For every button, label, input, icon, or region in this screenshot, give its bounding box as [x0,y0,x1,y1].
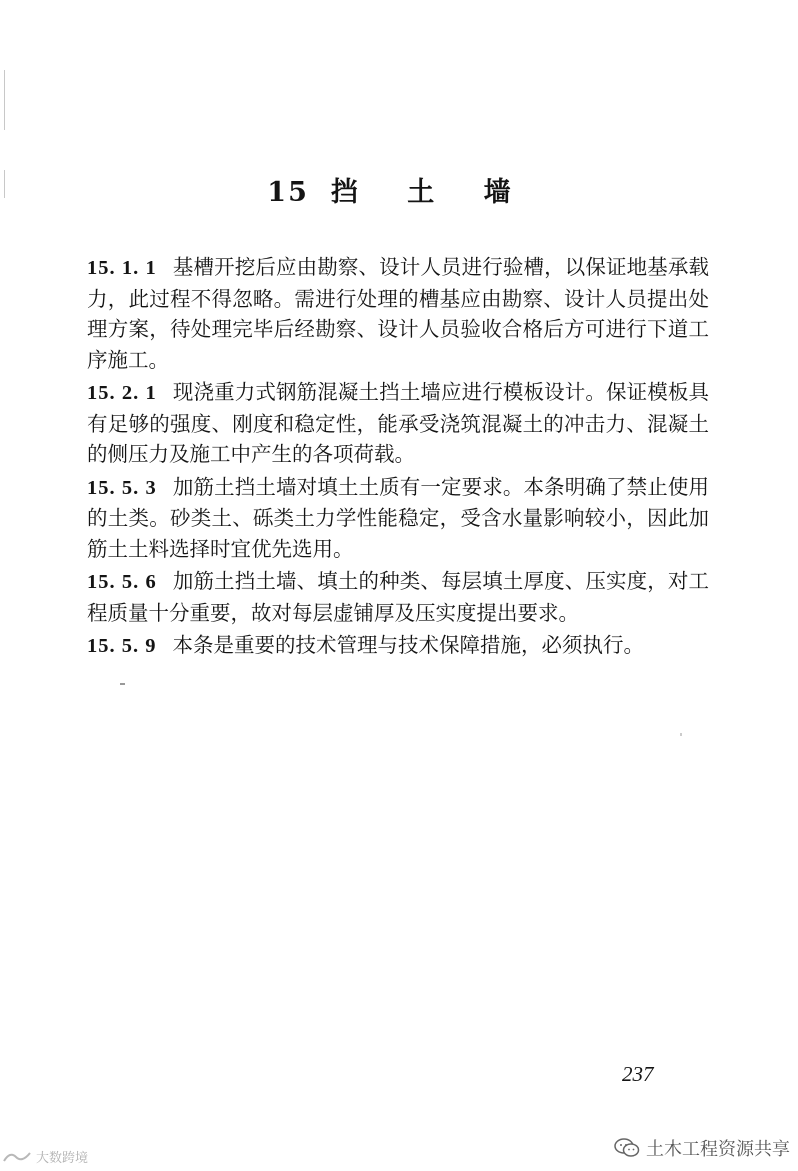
page-number: 237 [622,1062,654,1086]
watermark-right-text: 土木工程资源共享 [646,1139,790,1160]
clause-text: 加筋土挡土墙对填土土质有一定要求。本条明确了禁止使用的土类。砂类土、砾类土力学性能稳定，受含水量影响较小，因此加筋土土料选择时宜优先选用。 [87,474,709,561]
watermark-left-text: 大数跨境 [36,1151,89,1166]
clause-text: 现浇重力式钢筋混凝土挡土墙应进行模板设计。保证模板具有足够的强度、刚度和稳定性，能承受浇筑混凝土的冲击力、混凝土的侧压力及施工中产生的各项荷载。 [87,380,709,466]
scan-edge-mark [4,70,5,130]
scan-speck [120,683,125,685]
watermark-left [2,1147,88,1166]
clause-number: 15. 5. 3 [87,476,157,499]
clause-item [87,377,709,470]
clause-text: 加筋土挡土墙、填土的种类、每层填土厚度、压实度，对工程质量十分重要，故对每层虚铺厚及压实度提出要求。 [87,569,709,625]
clause-number: 15. 1. 1 [87,257,157,279]
clause-text: 本条是重要的技术管理与技术保障措施，必须执行。 [172,633,644,657]
clause-item [87,472,709,565]
logo-icon [2,1149,32,1165]
clause-item [87,252,709,375]
clause-number: 15. 5. 9 [87,635,157,657]
chapter-title [0,170,798,209]
clause-number: 15. 2. 1 [87,382,157,404]
watermark-right [614,1135,790,1161]
clause-item [87,630,709,662]
scan-speck [680,733,682,736]
wechat-icon [614,1138,640,1158]
chapter-number: 15 [267,177,309,208]
clause-text: 基槽开挖后应由勘察、设计人员进行验槽，以保证地基承载力，此过程不得忽略。需进行处理的槽基应由勘察、设计人员提出处理方案，待处理完毕后经勘察、设计人员验收合格后方可进行下道工序施工。 [87,255,709,372]
clause-number: 15. 5. 6 [87,571,157,593]
clause-list [87,252,709,664]
chapter-name: 挡 土 墙 [330,177,531,208]
clause-item [87,566,709,628]
